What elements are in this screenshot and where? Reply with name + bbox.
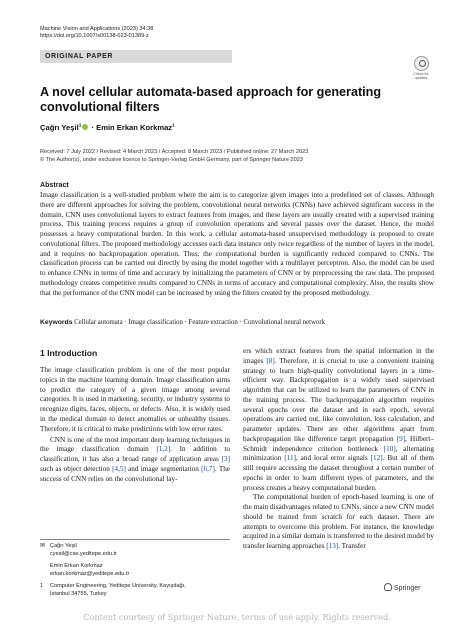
paragraph: The image classification problem is one of the most popular topics in the machine learning domain. Image classification aims to predict the category of a given image among several categories. It is used in marketing, security, or industry systems to recognize digits, faces, objects, or defects. Also, it is widely used in the medical domain to detect anomalies or unhealthy tissues. Therefore, it is critical to make predictions with low error rates.: [40, 366, 230, 433]
citation-link[interactable]: [11]: [284, 454, 296, 463]
envelope-icon: ✉: [40, 543, 46, 549]
copyright-line: © The Author(s), under exclusive licence to Springer-Verlag GmbH Germany, part of Springer Nature 2023: [40, 156, 303, 163]
check-updates-icon: [414, 56, 429, 71]
courtesy-watermark: Content courtesy of Springer Nature, terms of use apply. Rights reserved.: [83, 612, 391, 622]
paper-title: A novel cellular automata-based approach for generating convolutional filters: [40, 85, 382, 114]
keywords: [40, 319, 434, 326]
citation-link[interactable]: [6,7]: [201, 464, 215, 473]
keywords-label: Keywords: [40, 319, 73, 326]
history-dates: Received: 7 July 2022 / Revised: 4 March 2023 / Accepted: 8 March 2023 / Published online: 27 March 2023: [40, 149, 309, 155]
author-name[interactable]: Emin Erkan Korkmaz: [96, 123, 173, 132]
article-type-banner: [40, 50, 232, 63]
paragraph: ers which extract features from the spatial information in the images [8]. Therefore, it is crucial to use a convenient training strategy to learn high-quality convolutional layers in a time-efficient way. Backpropagation is a widely used supervised algorithm that can be utilized to learn the parameters of CNN in the training process. The backpropagation algorithm requires several epochs over the dataset and in each epoch, several operations are carried out, like convolution, loss calculation, and parameter updates. There are other algorithms apart from backpropagation like difference target propagation [9], Hilbert–Schmidt independence criterion bottleneck [10], alternating minimization [11], and local error signals [12]. But all of them still require accessing the dataset throughout a certain number of epochs in order to learn different types of parameters, and the process creates a heavy computational burden.: [243, 347, 435, 492]
check-for-updates-badge[interactable]: [409, 56, 433, 82]
author-separator: ·: [89, 123, 97, 132]
citation-link[interactable]: [8]: [266, 356, 275, 365]
publisher-name: Springer: [394, 585, 421, 592]
affiliation-mark: 1: [172, 123, 175, 129]
email-link[interactable]: cyesil@cse.yeditepe.edu.tr: [50, 550, 117, 557]
affiliation-mark: 1: [78, 123, 82, 129]
author-footnote: [40, 543, 230, 599]
citation-link[interactable]: [3]: [221, 455, 230, 464]
affiliation: Computer Engineering, Yeditepe University, Kayışdağı, İstanbul 34755, Turkey: [50, 583, 186, 597]
citation-link[interactable]: [10]: [383, 444, 396, 453]
citation-link[interactable]: [13]: [326, 542, 339, 550]
author-name[interactable]: Çağrı Yeşil: [40, 123, 79, 132]
badge-text: Check for updates: [413, 72, 429, 81]
article-type-label: ORIGINAL PAPER: [45, 52, 114, 60]
paragraph: The computational burden of epoch-based learning is one of the main disadvantages related to CNNs, since a new CNN model should be trained from scratch for each dataset. There are attempts to overcome this problem. For instance, the knowledge acquired in a similar domain is transferred to the desired model by transfer learning approaches [13]. Transfer: [243, 493, 435, 550]
corresponding-author: Çağrı Yeşil: [50, 543, 77, 549]
springer-horse-icon: [384, 583, 392, 591]
section-heading: 1 Introduction: [40, 348, 98, 358]
text-column-left: [40, 366, 230, 485]
text-column-right: [243, 347, 434, 552]
citation-link[interactable]: [1,2]: [156, 445, 171, 454]
doi-link[interactable]: https://doi.org/10.1007/s00138-023-01389-z: [40, 33, 149, 40]
citation-link[interactable]: [12]: [370, 454, 383, 463]
coauthor-name: Emin Erkan Korkmaz: [50, 563, 103, 570]
footnote-divider: [40, 539, 230, 540]
orcid-icon[interactable]: [82, 124, 88, 130]
abstract-text: Image classification is a well-studied problem where the aim is to categorize given images into a predefined set of classes. Although there are different approaches for solving the problem, convolutional neural networks (CNNs) have achieved significant success in the domain. CNN uses convolutional layers to extract features from images, and these layers are usually created with a supervised training process. This training process requires a group of convolution operations and several passes over the dataset. Hence, the model possesses a heavy computational burden. In this work, a cellular automata-based unsupervised methodology is proposed to create convolutional filters. The proposed methodology accesses each data instance only twice regardless of the number of layers in the model, and it requires no backpropagation operation. Thus, the computational burden is significantly reduced compared to CNNs. The classification process can be carried out directly by using the model together with a multilayer perceptron. Also, the model can be used to enhance CNNs in terms of time and accuracy by initializing the parameters of CNN or by preprocessing the raw data. The proposed methodology creates competitive results compared to CNNs in terms of accuracy and computational complexity. Also, the results show that the performance of the CNN model can be increased by using the filters created by the proposed methodology.: [40, 191, 434, 297]
citation-link[interactable]: [9]: [396, 434, 406, 443]
journal-header: [40, 26, 153, 41]
citation-link[interactable]: [4,5]: [112, 464, 126, 473]
publication-dates: [40, 149, 308, 164]
abstract-heading: Abstract: [40, 181, 69, 189]
publisher-logo: [384, 583, 420, 592]
paragraph: CNN is one of the most important deep learning techniques in the image classification domain [1,2]. In addition to classification, it has also a broad range of application areas [3] such as object detection [4,5] and image segmentation [6,7]. The success of CNN relies on the convolutional lay-: [40, 435, 230, 483]
affiliation-number: 1: [40, 583, 44, 590]
journal-citation: Machine Vision and Applications (2023) 34:38: [40, 26, 154, 32]
author-list: [40, 123, 175, 132]
email-link[interactable]: erkan.korkmaz@yeditepe.edu.tr: [50, 570, 130, 577]
keywords-list: Cellular automata · Image classification · Feature extraction · Convolutional neural network: [74, 319, 326, 326]
